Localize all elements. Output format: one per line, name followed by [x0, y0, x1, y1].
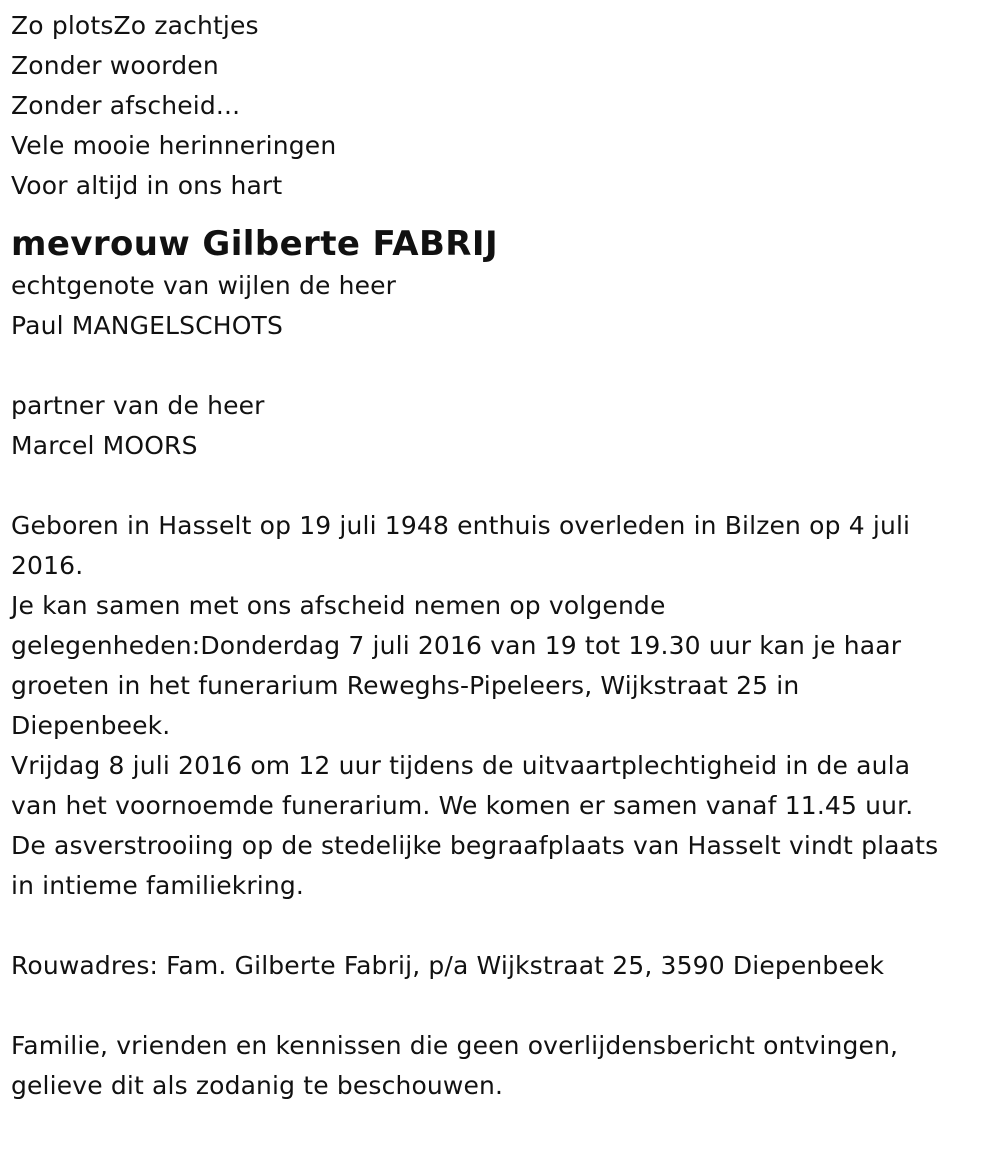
spouse-title: echtgenote van wijlen de heer [11, 271, 397, 300]
ceremony-text: van het voornoemde funerarium. We komen er samen vanaf 11.45 uur. [11, 791, 914, 820]
ceremony-text: De asverstrooiing op de stedelijke begraafplaats van Hasselt vindt plaats [11, 831, 939, 860]
poem-line: Voor altijd in ons hart [11, 171, 283, 200]
farewell-text: Je kan samen met ons afscheid nemen op volgende [11, 591, 666, 620]
partner-name: Marcel MOORS [11, 431, 198, 460]
birth-death-text: Geboren in Hasselt op 19 juli 1948 enthuis overleden in Bilzen op 4 juli [11, 511, 911, 540]
closing-notice [11, 1026, 986, 1106]
spacer [11, 466, 986, 506]
obituary-notice [11, 6, 986, 1106]
partner-title: partner van de heer [11, 391, 265, 420]
spacer [11, 346, 986, 386]
details [11, 506, 986, 906]
notice-text: Familie, vrienden en kennissen die geen overlijdensbericht ontvingen, [11, 1031, 899, 1060]
spouse-name: Paul MANGELSCHOTS [11, 311, 283, 340]
spacer [11, 986, 986, 1026]
farewell-text: Diepenbeek. [11, 711, 171, 740]
spacer [11, 906, 986, 946]
poem-line: Zo plotsZo zachtjes [11, 11, 259, 40]
poem [11, 6, 986, 206]
poem-line: Zonder afscheid... [11, 91, 241, 120]
relations [11, 266, 986, 466]
birth-death-text: 2016. [11, 551, 84, 580]
farewell-text: groeten in het funerarium Reweghs-Pipeleers, Wijkstraat 25 in [11, 671, 800, 700]
farewell-text: gelegenheden:Donderdag 7 juli 2016 van 19 tot 19.30 uur kan je haar [11, 631, 902, 660]
poem-line: Zonder woorden [11, 51, 219, 80]
ceremony-text: Vrijdag 8 juli 2016 om 12 uur tijdens de uitvaartplechtigheid in de aula [11, 751, 911, 780]
deceased-name: mevrouw Gilberte FABRIJ [11, 224, 498, 264]
poem-line: Vele mooie herinneringen [11, 131, 337, 160]
mourning-address: Rouwadres: Fam. Gilberte Fabrij, p/a Wijkstraat 25, 3590 Diepenbeek [11, 951, 885, 980]
notice-text: gelieve dit als zodanig te beschouwen. [11, 1071, 504, 1100]
ceremony-text: in intieme familiekring. [11, 871, 304, 900]
